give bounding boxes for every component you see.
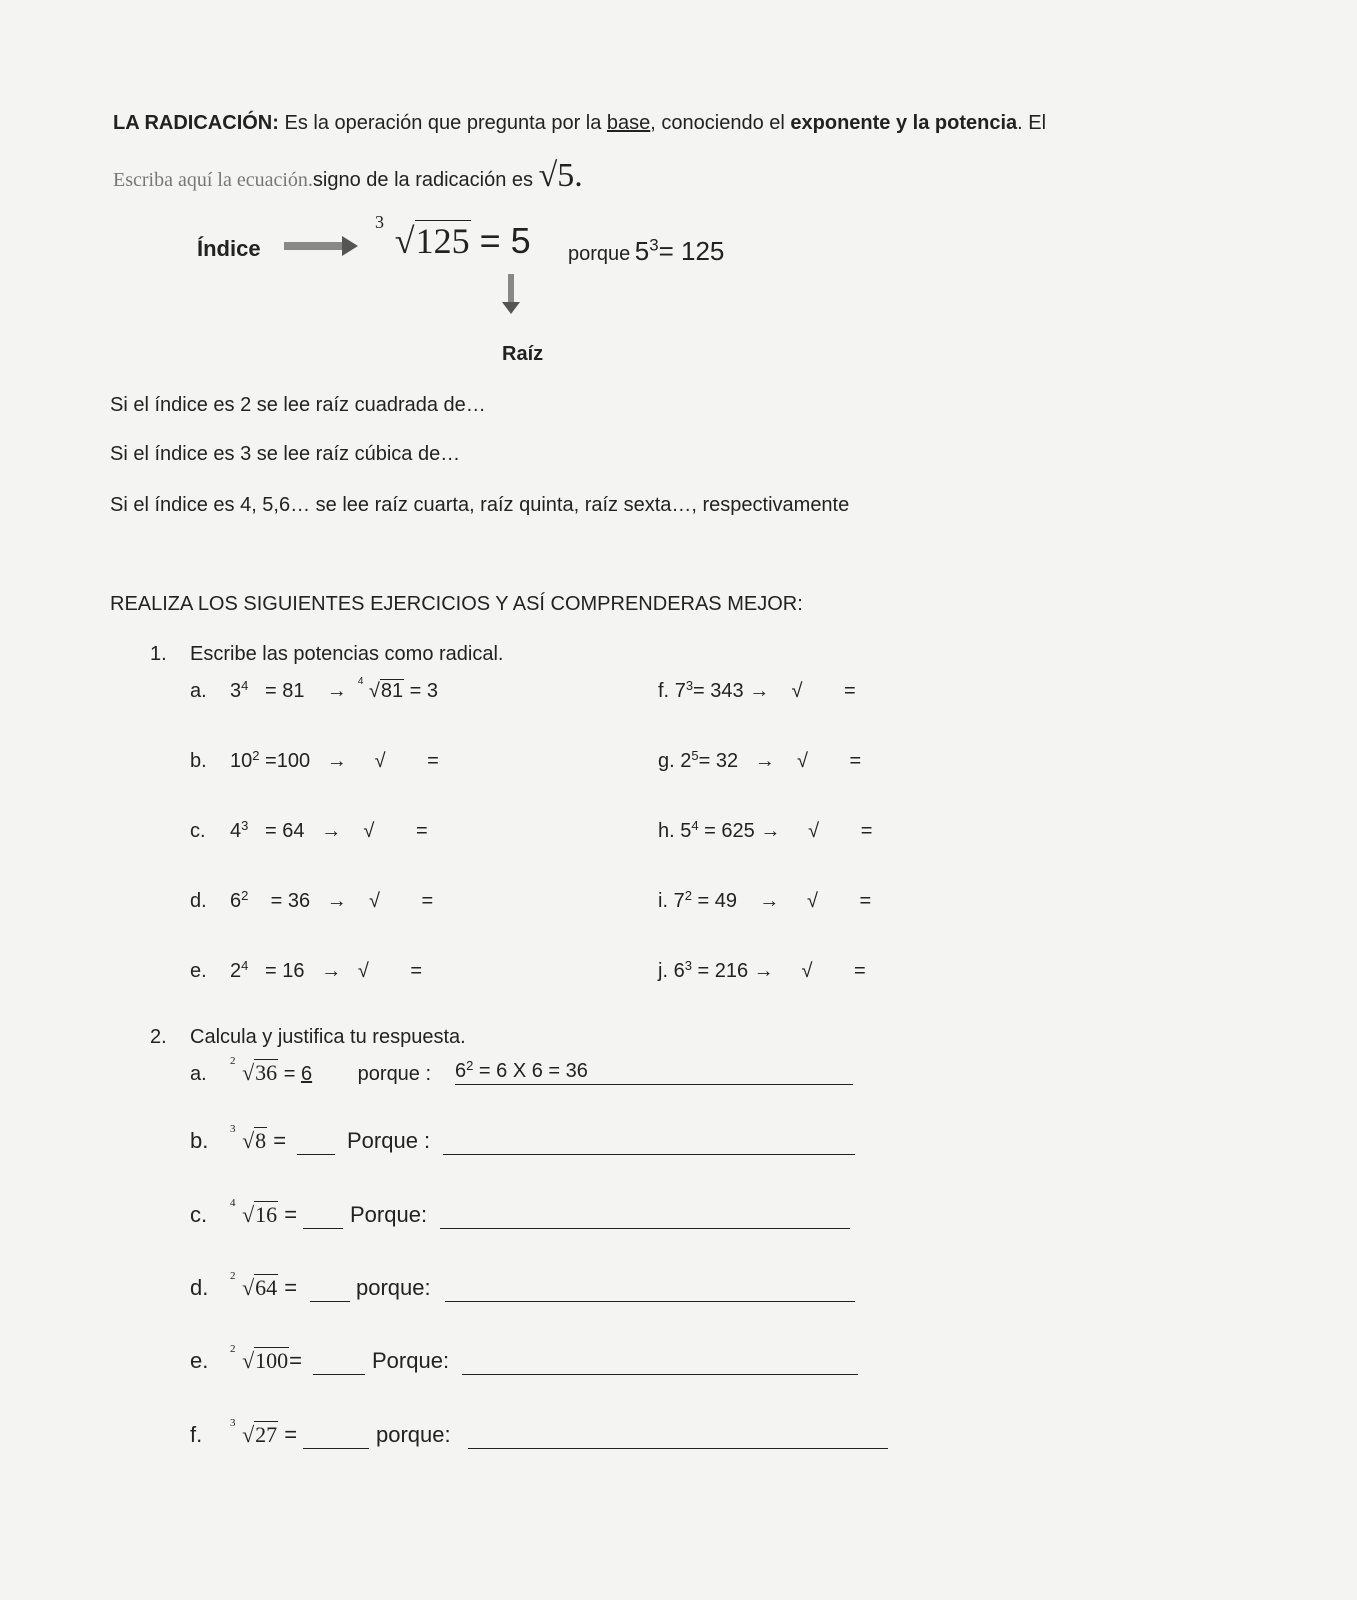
radical-radicand: 16: [255, 1202, 278, 1227]
item-letter: e.: [190, 960, 207, 982]
ex1-title: Escribe las potencias como radical.: [190, 643, 504, 665]
porque-label: porque:: [356, 1275, 431, 1300]
radical-radicand: 27: [255, 1422, 278, 1447]
answer-index: 4: [357, 675, 364, 687]
ex1-item-e: [190, 957, 423, 983]
item-exp: 2: [241, 887, 249, 903]
item-exp: 2: [252, 747, 260, 763]
intro-label: LA RADICACIÓN:: [113, 112, 279, 134]
item-exp: 3: [241, 817, 249, 833]
justification-line[interactable]: [455, 1084, 853, 1085]
main-radical-radicand: 125: [415, 221, 470, 261]
ex1-item-a: a. $3^4$ = 81 → 4 √81 = 3: [190, 675, 439, 702]
item-letter: d.: [190, 890, 207, 912]
ex1-item-h: [658, 817, 873, 843]
ex1-item-b: [190, 747, 439, 773]
radical-index: 2: [230, 1270, 236, 1283]
ex1-item-f: [658, 677, 856, 703]
eq-sign: =: [415, 820, 428, 842]
ex2-item-f: f. 3 √27 =: [190, 1417, 298, 1447]
down-arrow-icon: [502, 274, 520, 314]
ex2-item-c: c. 4 √16 =: [190, 1197, 298, 1227]
intro-text: Es la operación que pregunta por la: [278, 112, 607, 134]
justification-text: = 6 X 6 = 36: [473, 1060, 588, 1082]
equation-placeholder[interactable]: Escriba aquí la ecuación.: [113, 169, 313, 191]
root-icon: √: [374, 750, 386, 772]
porque-label: porque :: [357, 1063, 432, 1085]
item-letter: b.: [190, 750, 207, 772]
porque-label: Porque:: [372, 1348, 450, 1373]
item-exp: 4: [691, 817, 699, 833]
intro-bold-text: exponente y la potencia: [790, 112, 1018, 134]
ex1-number: 1.: [150, 643, 167, 665]
main-radical-expression: 3 √125 = 5: [375, 211, 531, 261]
right-arrow-icon: [284, 236, 358, 256]
item-base: 2: [230, 960, 242, 982]
radical-index: 4: [230, 1197, 236, 1210]
intro-text: . El: [1017, 112, 1047, 134]
item-value: =100: [265, 750, 311, 772]
item-value: = 16: [265, 960, 305, 982]
item-exp: 3: [684, 957, 692, 973]
answer-blank[interactable]: [303, 1228, 343, 1229]
item-base: 2: [680, 750, 692, 772]
item-value: = 64: [265, 820, 305, 842]
eq-sign: =: [859, 890, 872, 912]
item-letter: f.: [190, 1422, 203, 1447]
item-base: 10: [230, 750, 253, 772]
ex2-item-d: d. 2 √64 =: [190, 1270, 298, 1300]
arrow-icon: →: [321, 820, 342, 842]
eq-sign: =: [410, 960, 423, 982]
arrow-icon: →: [749, 680, 770, 702]
rule-index-2: Si el índice es 2 se lee raíz cuadrada de…: [110, 394, 486, 416]
eq-sign: =: [844, 680, 856, 702]
arrow-icon: →: [326, 680, 347, 702]
item-letter: i.: [658, 890, 668, 912]
answer-blank[interactable]: [303, 1448, 369, 1449]
porque-label: porque: [568, 243, 631, 265]
radical-index: 3: [230, 1417, 236, 1430]
item-base: 6: [230, 890, 242, 912]
item-letter: h.: [658, 820, 675, 842]
justification-line[interactable]: [443, 1154, 855, 1155]
item-letter: d.: [190, 1275, 209, 1300]
item-letter: c.: [190, 1202, 208, 1227]
ex2-item-a: a. 2 √36 = 6 porque :: [190, 1055, 432, 1085]
arrow-icon: →: [326, 890, 347, 912]
eq-sign: =: [427, 750, 439, 772]
answer-field[interactable]: 6: [300, 1063, 313, 1085]
answer-blank[interactable]: [297, 1154, 335, 1155]
arrow-icon: →: [753, 960, 774, 982]
ex1-item-d: [190, 887, 434, 913]
item-exp: 5: [691, 747, 699, 763]
ex2-item-e: e. 2 √100=: [190, 1343, 303, 1373]
radical-index: 2: [230, 1055, 236, 1068]
intro-line-1: [113, 112, 1046, 135]
arrow-icon: →: [326, 750, 347, 772]
justification-base: 6: [455, 1060, 467, 1082]
answer-result: = 3: [409, 680, 439, 702]
eq-sign: =: [284, 1422, 298, 1447]
item-value: = 32: [698, 750, 739, 772]
eq-sign: =: [421, 890, 434, 912]
item-base: 7: [674, 680, 686, 702]
ex1-item-c: [190, 817, 428, 843]
item-letter: b.: [190, 1128, 209, 1153]
root-icon: √: [807, 890, 818, 912]
ex2-item-a-justification[interactable]: [455, 1057, 588, 1083]
ex1-item-j: [658, 957, 866, 983]
item-letter: e.: [190, 1348, 209, 1373]
item-base: 4: [230, 820, 242, 842]
root-icon: √: [363, 820, 375, 842]
root-icon: √: [368, 890, 380, 912]
item-value: = 81: [265, 680, 305, 702]
power-base: 5: [634, 236, 650, 266]
item-letter: c.: [190, 820, 206, 842]
item-value: = 49: [697, 890, 737, 912]
ex2-item-b: b. 3 √8 =: [190, 1123, 287, 1153]
radical-radicand: 36: [255, 1060, 278, 1085]
eq-sign: =: [273, 1128, 287, 1153]
item-exp: 3: [685, 677, 694, 693]
radical-radicand: 64: [255, 1275, 278, 1300]
raiz-label: Raíz: [502, 343, 544, 365]
answer-blank[interactable]: [313, 1374, 365, 1375]
radical-radicand: 100: [255, 1348, 289, 1373]
main-radical-result: = 5: [479, 220, 531, 261]
eq-sign: =: [284, 1275, 298, 1300]
eq-sign: =: [289, 1348, 303, 1373]
item-value: = 625: [704, 820, 755, 842]
item-letter: f.: [658, 680, 670, 702]
item-letter: j.: [658, 960, 668, 982]
root-icon: √: [791, 680, 803, 702]
arrow-icon: →: [321, 960, 342, 982]
ex2-title: Calcula y justifica tu respuesta.: [190, 1026, 466, 1048]
porque-label: porque:: [376, 1422, 451, 1447]
radical-sign-example: √5.: [538, 157, 583, 194]
item-exp: 4: [241, 677, 249, 693]
item-value: = 343: [693, 680, 744, 702]
item-value: = 36: [270, 890, 311, 912]
ex1-item-g: [658, 747, 862, 773]
eq-sign: =: [854, 960, 866, 982]
item-exp: 2: [684, 887, 692, 903]
main-radical-index: 3: [375, 211, 384, 232]
item-base: 3: [230, 680, 242, 702]
root-icon: √: [357, 960, 369, 982]
justification-line[interactable]: [468, 1448, 888, 1449]
eq-sign: =: [283, 1063, 296, 1085]
justification-exp: 2: [466, 1057, 474, 1073]
root-icon: √: [801, 960, 813, 982]
intro-line-2: [113, 157, 583, 195]
power-exp: 3: [649, 235, 659, 255]
item-letter: a.: [190, 1063, 207, 1085]
exercises-title: REALIZA LOS SIGUIENTES EJERCICIOS Y ASÍ COMPRENDERAS MEJOR:: [110, 593, 803, 615]
eq-sign: =: [284, 1202, 298, 1227]
item-exp: 4: [241, 957, 249, 973]
item-value: = 216: [697, 960, 749, 982]
ex1-item-i: [658, 887, 872, 913]
power-result: = 125: [658, 236, 725, 266]
porque-label: Porque:: [350, 1202, 428, 1227]
eq-sign: =: [849, 750, 862, 772]
justification-line[interactable]: [440, 1228, 850, 1229]
answer-blank[interactable]: [310, 1301, 350, 1302]
radical-index: 3: [230, 1123, 236, 1136]
porque-label: Porque :: [347, 1128, 431, 1153]
ex2-number: 2.: [150, 1026, 167, 1048]
eq-sign: =: [860, 820, 873, 842]
root-icon: √: [808, 820, 820, 842]
answer-radicand: 81: [380, 680, 404, 702]
justification-line[interactable]: [445, 1301, 855, 1302]
item-base: 5: [680, 820, 692, 842]
indice-label: Índice: [197, 236, 261, 261]
porque-example: [568, 236, 724, 267]
item-letter: a.: [190, 680, 207, 702]
arrow-icon: →: [760, 820, 781, 842]
base-word: base: [606, 112, 651, 134]
intro-text: , conociendo el: [650, 112, 791, 134]
justification-line[interactable]: [462, 1374, 858, 1375]
item-base: 6: [673, 960, 685, 982]
arrow-icon: →: [759, 890, 780, 912]
item-base: 7: [673, 890, 685, 912]
rule-index-3: Si el índice es 3 se lee raíz cúbica de…: [110, 443, 461, 465]
rule-index-n: Si el índice es 4, 5,6… se lee raíz cuarta, raíz quinta, raíz sexta…, respectivamente: [110, 494, 850, 516]
radical-radicand: 8: [255, 1128, 267, 1153]
root-icon: √: [797, 750, 808, 772]
item-letter: g.: [658, 750, 675, 772]
arrow-icon: →: [754, 750, 775, 772]
radical-index: 2: [230, 1343, 236, 1356]
intro-text: signo de la radicación es: [312, 169, 539, 191]
